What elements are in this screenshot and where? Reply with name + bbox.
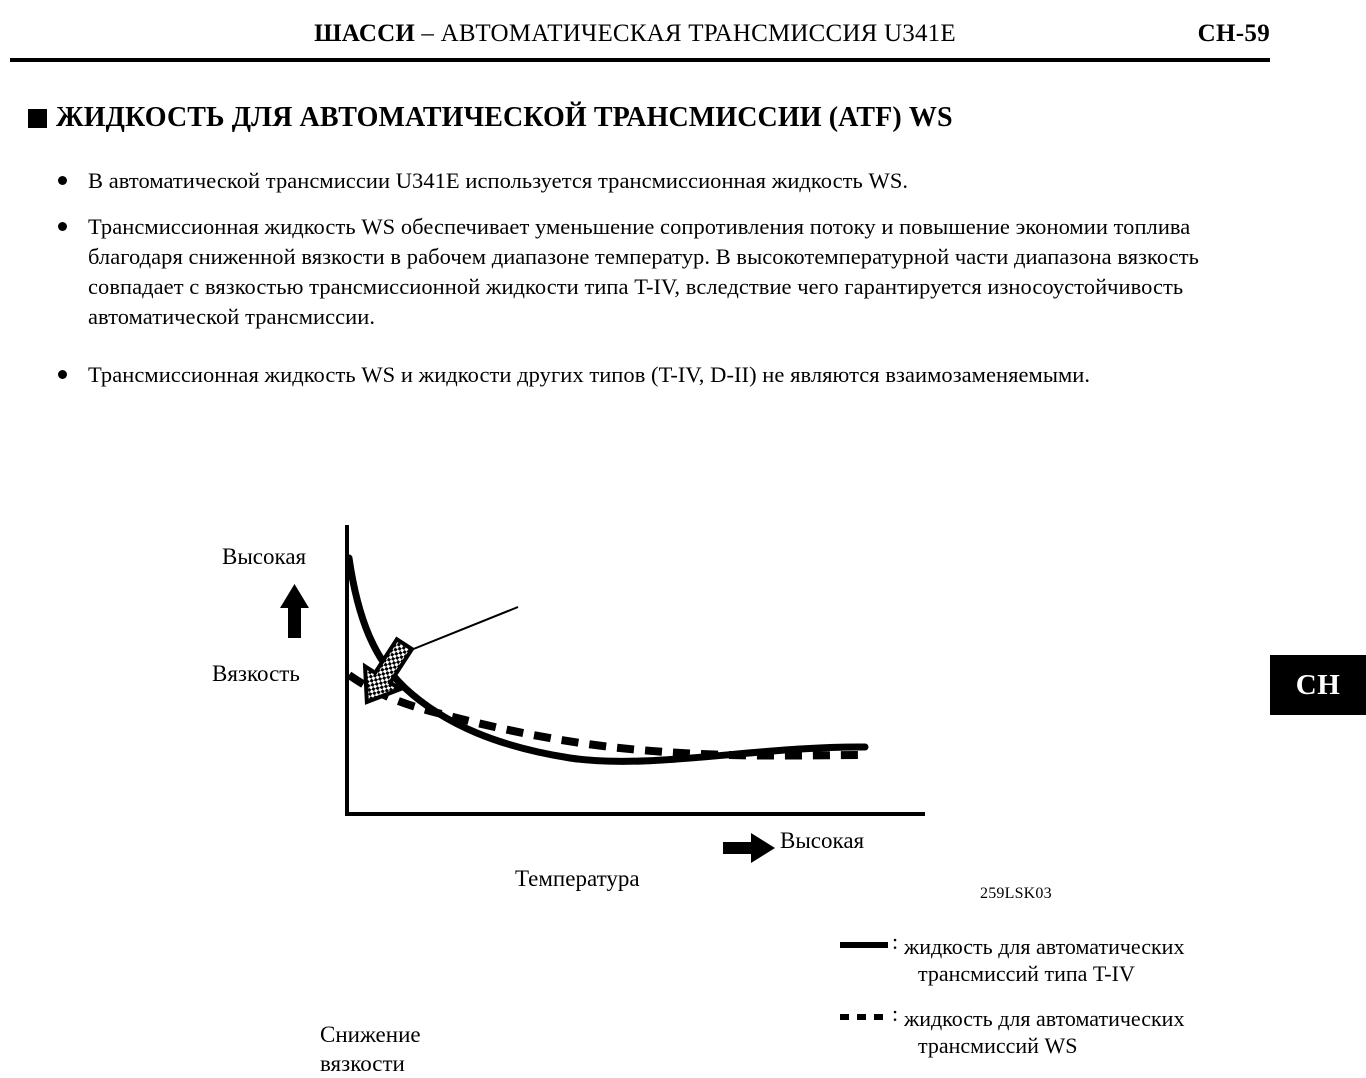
- bullet-dot-icon: [58, 176, 67, 185]
- callout-line-2: вязкости: [320, 1051, 405, 1076]
- x-axis-high-label: Высокая: [780, 828, 865, 853]
- square-bullet-icon: [28, 109, 47, 128]
- x-axis-title: Температура: [515, 866, 640, 891]
- chapter-tab-label: CH: [1295, 668, 1341, 701]
- legend-label-ws-line1: жидкость для автоматических: [904, 1006, 1185, 1031]
- section-heading-text: ЖИДКОСТЬ ДЛЯ АВТОМАТИЧЕСКОЙ ТРАНСМИССИИ (ATF) WS: [56, 102, 953, 133]
- curve-t-iv-solid: [349, 558, 865, 761]
- y-axis-title: Вязкость: [212, 661, 300, 686]
- list-item-text: Трансмиссионная жидкость WS обеспечивает уменьшение сопротивления потоку и повышение экономии топлива благодаря сниженной вязкости в рабочем диапазоне температур. В высокотемпературной части диапазона вязкость совпадает с вязкостью трансмиссионной жидкости типа T-IV, вследствие чего гарантируется износоустойчивость автоматической трансмиссии.: [88, 214, 1199, 329]
- y-axis-direction-arrow-icon: [280, 584, 309, 638]
- legend-item-t-iv: [840, 929, 1260, 987]
- list-item: [58, 360, 1118, 390]
- legend-label-ws: [904, 1005, 1260, 1059]
- list-item: [58, 166, 1178, 196]
- section-heading: [28, 102, 953, 134]
- list-item-text: Трансмиссионная жидкость WS и жидкости других типов (T-IV, D-II) не являются взаимозаменяемыми.: [88, 362, 1091, 387]
- legend-colon: :: [892, 1001, 899, 1026]
- legend-item-ws: [840, 1001, 1260, 1059]
- legend-label-t-iv-line1: жидкость для автоматических: [904, 934, 1185, 959]
- chapter-tab-ch: [1270, 655, 1366, 715]
- legend-solid-line-icon: [840, 942, 888, 948]
- header-divider: [10, 58, 1270, 62]
- viscosity-decrease-callout: [320, 1020, 421, 1078]
- list-item: [58, 212, 1218, 332]
- chart-legend: [840, 929, 1260, 1077]
- legend-dashed-line-icon: [840, 1014, 888, 1020]
- x-axis-direction-arrow-icon: [723, 833, 775, 863]
- chart-plot-area: [200, 475, 960, 905]
- figure-id-code: 259LSK03: [980, 885, 1052, 902]
- viscosity-temperature-figure: [0, 455, 1270, 1076]
- legend-label-t-iv: [904, 933, 1260, 987]
- legend-label-t-iv-line2: трансмиссий типа T-IV: [918, 961, 1135, 986]
- curve-ws-dashed: [349, 675, 865, 756]
- callout-line-1: Снижение: [320, 1022, 421, 1047]
- bullet-dot-icon: [58, 222, 67, 231]
- y-axis-high-label: Высокая: [222, 544, 307, 569]
- page-title-bold: ШАССИ: [314, 20, 415, 47]
- page-title-rest: – АВТОМАТИЧЕСКАЯ ТРАНСМИССИЯ U341E: [414, 20, 956, 47]
- legend-colon: :: [892, 929, 899, 954]
- legend-label-ws-line2: трансмиссий WS: [918, 1033, 1078, 1058]
- page-number: CH-59: [1197, 20, 1270, 47]
- page-title: [0, 20, 1270, 48]
- list-item-text: В автоматической трансмиссии U341E используется трансмиссионная жидкость WS.: [88, 168, 909, 193]
- bullet-dot-icon: [58, 370, 67, 379]
- page-header: [0, 0, 1366, 62]
